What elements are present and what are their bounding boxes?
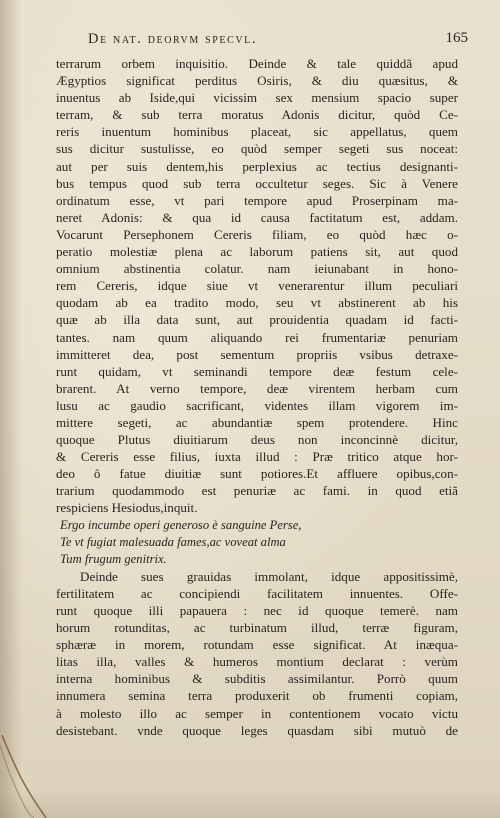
text-line: fertilitatem ac concipiendi facilitatem innuentes. Offe- bbox=[56, 585, 458, 601]
text-line: interna hominibus & subditis assimilantur. Porrò quum bbox=[56, 671, 458, 687]
bottom-shadow bbox=[0, 788, 500, 818]
running-head bbox=[88, 31, 468, 51]
text-line: tantes. nam quum aliquando rei frumentariæ penuriam bbox=[56, 329, 458, 345]
text-line: lusu ac gaudio sacrificant, videntes illam vigorem im- bbox=[56, 397, 458, 413]
text-line: quæ ab illa data sunt, aut prouidentia quadam id facti- bbox=[56, 312, 458, 328]
verse-line: Te vt fugiat malesuada fames,ac voveat alma bbox=[60, 534, 286, 549]
text-line: à molesto illo ac semper in contentionem vocato victu bbox=[56, 705, 458, 721]
text-line: quoque Plutus diuitiarum deus non inconcinnè dicitur, bbox=[56, 432, 458, 448]
text-line: litas illa, valles & humeros montium declarat : verùm bbox=[56, 654, 458, 670]
text-line: reris inuentum hominibus placeat, sic appellatus, quem bbox=[56, 124, 458, 140]
text-line: Ægyptios significat perditus Osiris, & diu quæsitus, & bbox=[56, 73, 458, 89]
text-line: brarent. At verno tempore, deæ virentem herbam cum bbox=[56, 380, 458, 396]
text-line: Vocarunt Persephonem Cereris filiam, eo quòd hæc o- bbox=[56, 226, 458, 242]
text-line: respiciens Hesiodus,inquit. bbox=[56, 500, 198, 516]
text-line: omnium abstinentia colatur. nam ieiunabant in hono- bbox=[56, 261, 458, 277]
text-line: bus tempus quod sub terra occultetur seges. Sic à Venere bbox=[56, 175, 458, 191]
verse-line: Tum frugum genitrix. bbox=[60, 551, 167, 566]
text-line: immitteret dea, post sementum propriis vsibus detraxe- bbox=[56, 346, 458, 362]
text-line: horum rotunditas, ac turbinatum illud, terræ figuram, bbox=[56, 620, 458, 636]
text-line: mittere segeti, ac abundantiæ spem protendere. Hinc bbox=[56, 414, 458, 430]
paragraph-start-line: Deinde sues grauidas immolant, idque appositissimè, bbox=[80, 568, 458, 584]
text-line: rem Cereris, idque siue vt venerarentur illum peculiari bbox=[56, 278, 458, 294]
text-line: terrarum orbem inquisitio. Deinde & tale quiddã apud bbox=[56, 56, 458, 71]
body-text bbox=[56, 55, 458, 739]
text-line: ordinatum esse, vt pari tempore apud Proserpinam ma- bbox=[56, 192, 458, 208]
verse-line: Ergo incumbe operi generoso è sanguine Perse, bbox=[60, 517, 302, 532]
text-line: inuentus ab Iside,qui vicissim sex mensium spacio super bbox=[56, 90, 458, 106]
gutter-shadow bbox=[0, 0, 22, 818]
text-line: sphæræ in morem, rotundam esse significat. At inæqua- bbox=[56, 637, 458, 653]
text-line: quodam ab ea tradito modo, seu vt abstinerent ab his bbox=[56, 295, 458, 311]
bookmark-string bbox=[0, 735, 60, 818]
text-line: desistebant. vnde quoque leges quasdam sibi mutuò de bbox=[56, 722, 458, 738]
running-head-title: De nat. deorvm specvl. bbox=[88, 31, 258, 47]
text-line: aut per suis dentem,his perplexius ac tectius designanti- bbox=[56, 158, 458, 174]
text-line: neret Adonis: & qua id causa factitatum est, addam. bbox=[56, 209, 458, 225]
text-line: peratio molestiæ plena ac laborum patiens sit, aut quod bbox=[56, 244, 458, 260]
text-line: deo ô fatue diuitiæ sunt potiores.Et affluere opibus,con- bbox=[56, 466, 458, 482]
text-line: sus dicitur sustulisse, eo quòd semper segeti sus noceat: bbox=[56, 141, 458, 157]
page-number: 165 bbox=[445, 30, 468, 46]
text-line: & Cereris esse filius, iuxta illud : Præ tritico atque hor- bbox=[56, 449, 458, 465]
text-line: terram, & sub terra moratus Adonis dicitur, quòd Ce- bbox=[56, 107, 458, 123]
text-line: trarium quodammodo est penuriæ ac fami. in quod etiã bbox=[56, 483, 458, 499]
text-line: innumera semina terra produxerit ob frumenti copiam, bbox=[56, 688, 458, 704]
text-line: runt quoque illi papauera : nec id quoque temerè. nam bbox=[56, 603, 458, 618]
text-line: runt quidam, vt seminandi tempore deæ festum cele- bbox=[56, 363, 458, 379]
